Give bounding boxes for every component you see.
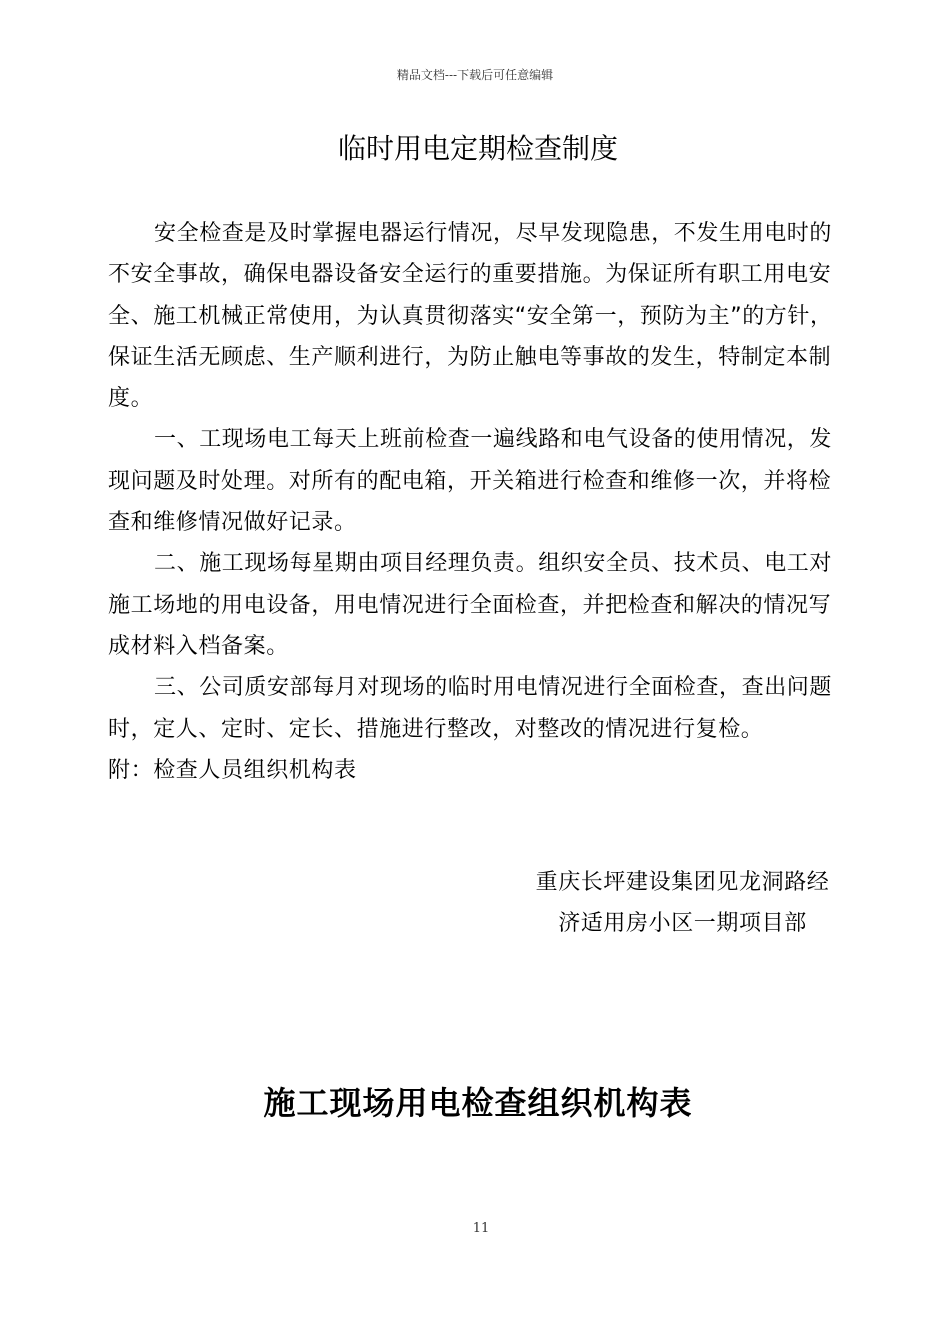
rule-paragraph-3: 三、公司质安部每月对现场的临时用电情况进行全面检查，查出问题时，定人、定时、定长、措施进行整改，对整改的情况进行复检。 — [108, 675, 833, 742]
signature-block — [510, 862, 855, 944]
attachment-note: 附：检查人员组织机构表 — [108, 757, 357, 783]
document-body — [108, 213, 843, 791]
rule-paragraph-2: 二、施工现场每星期由项目经理负责。组织安全员、技术员、电工对施工场地的用电设备，用电情况进行全面检查，并把检查和解决的情况写成材料入档备案。 — [108, 551, 833, 659]
signature-line-1: 重庆长坪建设集团见龙洞路经 — [535, 870, 830, 895]
section-title: 施工现场用电检查组织机构表 — [263, 1084, 693, 1122]
page-number: 11 — [472, 1221, 490, 1236]
header-note: 精品文档---下载后可任意编辑 — [396, 68, 554, 82]
document-title: 临时用电定期检查制度 — [337, 132, 618, 165]
rule-paragraph-1: 一、工现场电工每天上班前检查一遍线路和电气设备的使用情况，发现问题及时处理。对所有的配电箱，开关箱进行检查和维修一次，并将检查和维修情况做好记录。 — [108, 427, 833, 536]
intro-paragraph: 安全检查是及时掌握电器运行情况，尽早发现隐患，不发生用电时的不安全事故，确保电器设备安全运行的重要措施。为保证所有职工用电安全、施工机械正常使用，为认真贯彻落实“安全第一，预防为主”的方针，保证生活无顾虑、生产顺利进行，为防止触电等事故的发生，特制定本制度。 — [108, 221, 833, 412]
signature-line-2: 济适用房小区一期项目部 — [558, 911, 807, 936]
